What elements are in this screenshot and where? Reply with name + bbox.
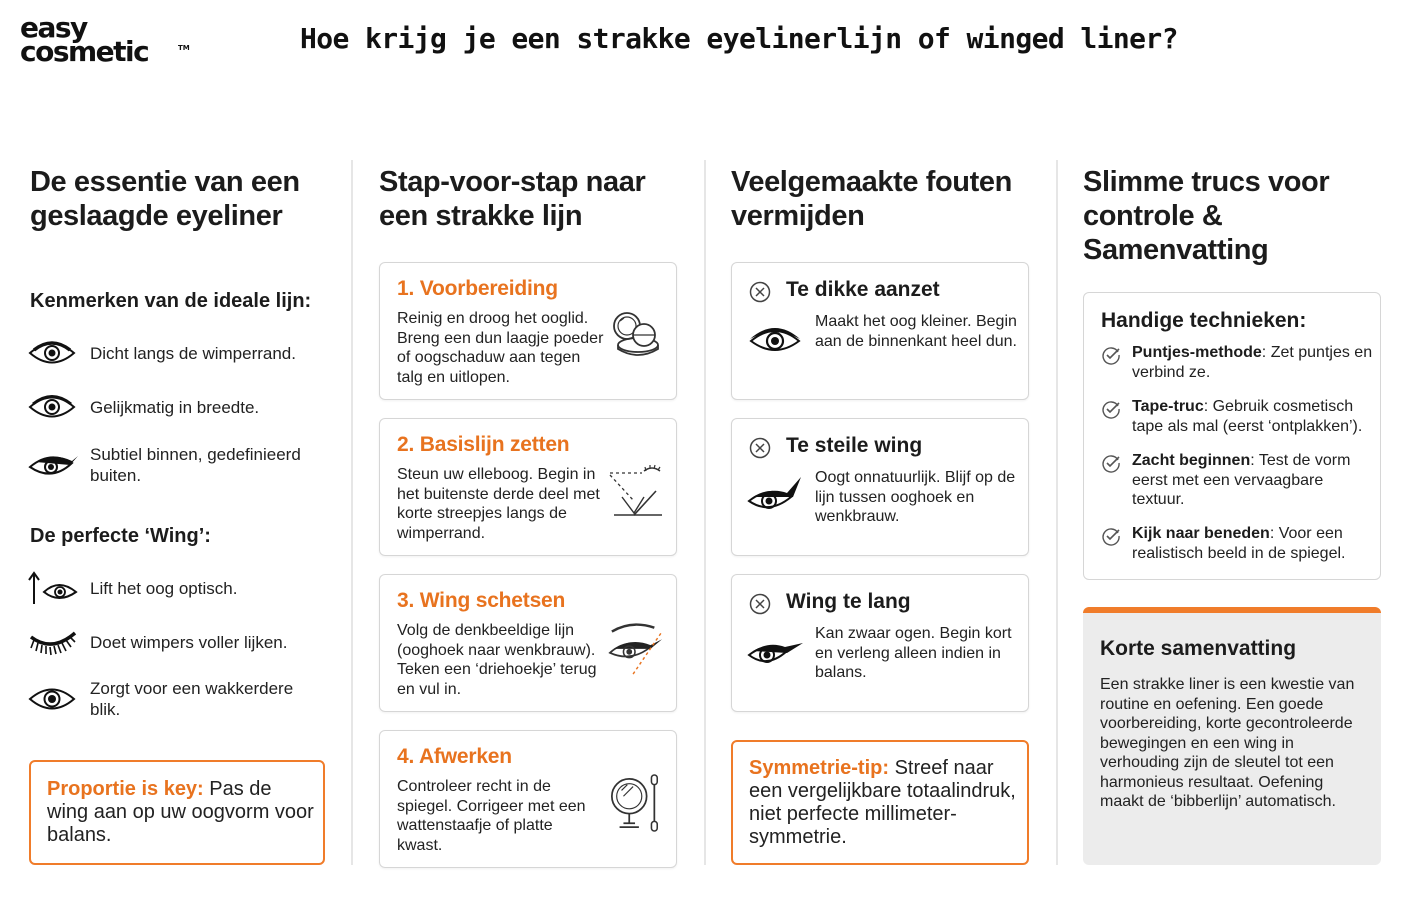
col3-title: Veelgemaakte fouten vermijden [731,166,1012,232]
check-circle-icon [1101,453,1121,473]
proportion-tip-text: Pas de wing aan op uw oogvorm voor balans. [47,778,314,846]
feature-text: Doet wimpers voller lijken. [90,632,288,652]
column-divider [351,160,353,865]
mistake-card [731,574,1029,712]
summary-box [1083,607,1381,865]
mistake-card [731,418,1029,556]
check-circle-icon [1101,345,1121,365]
step-text: Volg de denkbeeldige lijn (ooghoek naar wenkbrauw). Teken een ‘driehoekje’ terug en vul in. [397,622,597,698]
check-circle-icon [1101,399,1121,419]
wing-heading: De perfecte ‘Wing’: [30,525,211,547]
mistake-text: Maakt het oog kleiner. Begin aan de binnenkant heel dun. [815,313,1017,350]
feature-text: Dicht langs de wimperrand. [90,343,296,363]
step-card [379,574,677,712]
technique-name: Puntjes-methode [1132,344,1262,361]
summary-heading: Korte samenvatting [1100,637,1297,660]
proportion-tip-highlight: Proportie is key: [47,778,204,800]
technique-name: Tape-truc [1132,398,1204,415]
feature-text: Zorgt voor een wakkerdere blik. [90,679,294,719]
mistake-title: Wing te lang [786,590,911,613]
technique-item [1101,343,1373,382]
mirror-cotton-swab-icon [608,769,664,837]
step-text: Reinig en droog het ooglid. Breng een dun laagje poeder of oogschaduw aan tegen talg en uitlopen. [397,310,604,386]
symmetry-tip-box [731,740,1029,865]
powder-compact-icon [608,301,664,369]
step-card [379,418,677,556]
page-title: Hoe krijg je een strakke eyelinerlijn of winged liner? [300,22,1178,55]
technique-text: : Test de vorm eerst met een vervaagbare textuur. [1132,452,1351,508]
lashes-icon [28,622,80,662]
step-text: Controleer recht in de spiegel. Corrigeer met een wattenstaafje of platte kwast. [397,778,586,854]
techniques-heading: Handige technieken: [1101,309,1307,332]
mistake-text: Oogt onnatuurlijk. Blijf op de lijn tussen ooghoek en wenkbrauw. [815,469,1016,525]
step-title: 2. Basislijn zetten [397,433,570,456]
technique-name: Kijk naar beneden [1132,525,1270,542]
summary-text: Een strakke liner is een kwestie van routine en oefening. Een goede voorbereiding, korte gecontroleerde bewegingen en een wing in verhouding zijn de sleutel tot een harmonieus resultaat. Oefening maakt de ‘bibberlijn’ automatisch. [1100,676,1355,810]
symmetry-tip-text: Streef naar een vergelijkbare totaalindruk, niet perfecte millimeter-symmetrie. [749,757,1016,848]
x-circle-icon [749,437,771,459]
proportion-tip-box [29,760,325,865]
brand-logo-line1: easy [20,11,87,44]
eye-lift-arrow-icon [28,568,80,608]
feature-item [28,618,328,666]
eye-icon [28,679,80,719]
symmetry-tip [749,757,1019,849]
eye-brow-wing-icon [608,613,664,681]
brand-logo [20,11,190,68]
mistake-title: Te steile wing [786,434,923,457]
steep-wing-eye-icon [747,475,803,515]
mistake-card [731,262,1029,400]
feature-item [28,441,328,489]
step-text: Steun uw elleboog. Begin in het buitenste derde deel met korte streepjes langs de wimperrand. [397,466,600,542]
techniques-box [1083,292,1381,580]
column-divider [704,160,706,865]
symmetry-tip-highlight: Symmetrie-tip: [749,757,890,779]
eye-icon [28,387,80,427]
x-circle-icon [749,593,771,615]
ideal-line-heading: Kenmerken van de ideale lijn: [30,290,312,312]
col2-title: Stap-voor-stap naar een strakke lijn [379,166,646,232]
step-card [379,730,677,868]
column-divider [1056,160,1058,865]
feature-item [28,383,328,431]
proportion-tip [47,778,315,847]
eye-icon [28,333,80,373]
mistake-title: Te dikke aanzet [786,278,940,301]
check-circle-icon [1101,526,1121,546]
feature-item [28,329,328,377]
feature-item [28,564,328,612]
technique-name: Zacht beginnen [1132,452,1251,469]
step-title: 1. Voorbereiding [397,277,558,300]
brand-trademark: TM [178,44,190,52]
technique-text: : Voor een realistisch beeld in de spiegel. [1132,525,1346,562]
technique-item [1101,397,1373,436]
technique-text: : Gebruik cosmetisch tape als mal (eerst ‘ontplakken’). [1132,398,1363,435]
technique-text: : Zet puntjes en verbind ze. [1132,344,1373,381]
lash-line-guide-icon [608,457,664,525]
step-card [379,262,677,400]
feature-text: Gelijkmatig in breedte. [90,397,260,417]
eye-liner-icon [28,445,80,485]
long-wing-eye-icon [747,631,803,671]
col1-title: De essentie van een geslaagde eyeliner [30,166,300,232]
step-title: 3. Wing schetsen [397,589,566,612]
col4-title: Slimme trucs voor controle & Samenvatting [1083,166,1330,266]
feature-text: Subtiel binnen, gedefinieerd buiten. [90,445,301,485]
x-circle-icon [749,281,771,303]
brand-logo-line2: cosmetic [20,34,149,68]
technique-item [1101,524,1373,563]
mistake-text: Kan zwaar ogen. Begin kort en verleng alleen indien in balans. [815,625,1012,681]
technique-item [1101,451,1373,510]
step-title: 4. Afwerken [397,745,512,768]
thick-liner-eye-icon [747,319,803,359]
feature-text: Lift het oog optisch. [90,578,238,598]
feature-item [28,675,328,723]
